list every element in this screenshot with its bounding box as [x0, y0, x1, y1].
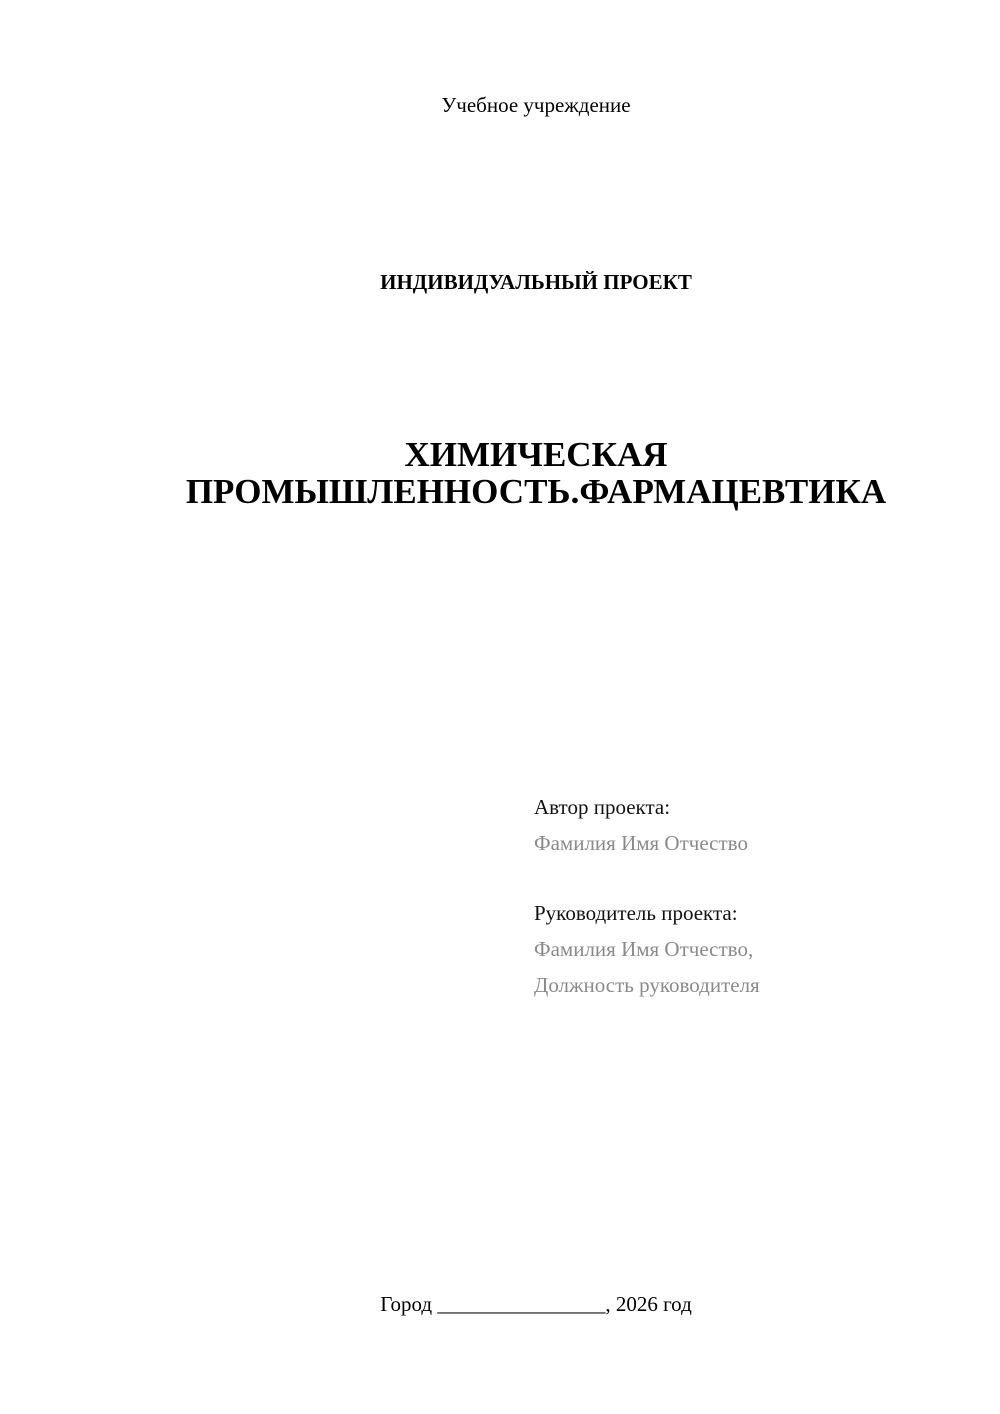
city-year-line: Город ________________, 2026 год — [380, 1292, 692, 1316]
supervisor-position-placeholder: Должность руководителя — [534, 973, 760, 997]
author-label: Автор проекта: — [534, 795, 671, 819]
institution-name: Учебное учреждение — [441, 93, 631, 117]
project-title — [140, 436, 932, 510]
supervisor-name-placeholder: Фамилия Имя Отчество, — [534, 937, 754, 961]
supervisor-label: Руководитель проекта: — [534, 901, 738, 925]
project-title-line-2: ПРОМЫШЛЕННОСТЬ.ФАРМАЦЕВТИКА — [185, 472, 887, 511]
author-name-placeholder: Фамилия Имя Отчество — [534, 831, 748, 855]
project-title-line-1: ХИМИЧЕСКАЯ — [404, 435, 668, 474]
info-spacer — [534, 861, 974, 895]
document-type-heading: ИНДИВИДУАЛЬНЫЙ ПРОЕКТ — [380, 270, 692, 294]
project-info-block — [534, 789, 974, 1003]
